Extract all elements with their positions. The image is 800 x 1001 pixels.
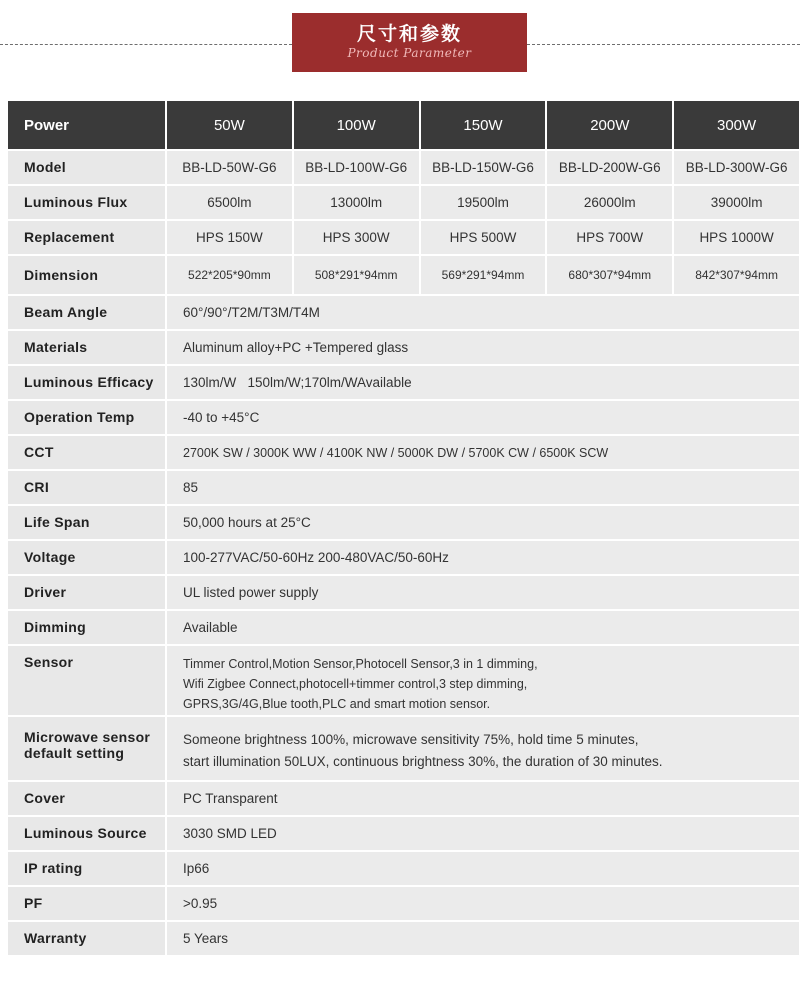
table-cell: Available bbox=[167, 611, 799, 644]
table-cell: Ip66 bbox=[167, 852, 799, 885]
row-label: Cover bbox=[8, 782, 165, 815]
table-row-cct bbox=[8, 436, 799, 469]
table-cell: 508*291*94mm bbox=[294, 256, 419, 294]
row-label: Dimension bbox=[8, 256, 165, 294]
table-cell: 842*307*94mm bbox=[674, 256, 799, 294]
table-cell: HPS 300W bbox=[294, 221, 419, 254]
table-cell: 60°/90°/T2M/T3M/T4M bbox=[167, 296, 799, 329]
table-cell bbox=[167, 646, 799, 715]
row-label: Materials bbox=[8, 331, 165, 364]
row-label: Life Span bbox=[8, 506, 165, 539]
table-cell: 6500lm bbox=[167, 186, 292, 219]
section-subtitle: Product Parameter bbox=[347, 46, 472, 60]
row-label: Sensor bbox=[8, 646, 165, 715]
table-cell: 13000lm bbox=[294, 186, 419, 219]
section-title: 尺寸和参数 bbox=[356, 23, 462, 45]
row-label: Dimming bbox=[8, 611, 165, 644]
table-cell: 522*205*90mm bbox=[167, 256, 292, 294]
table-row-replacement bbox=[8, 221, 799, 254]
table-row-luminous-flux bbox=[8, 186, 799, 219]
table-cell: BB-LD-50W-G6 bbox=[167, 151, 292, 184]
header-50w: 50W bbox=[167, 101, 292, 149]
table-cell: 5 Years bbox=[167, 922, 799, 955]
table-cell: 100-277VAC/50-60Hz 200-480VAC/50-60Hz bbox=[167, 541, 799, 574]
row-label: Model bbox=[8, 151, 165, 184]
table-cell: 85 bbox=[167, 471, 799, 504]
table-cell: BB-LD-150W-G6 bbox=[421, 151, 546, 184]
table-cell: HPS 150W bbox=[167, 221, 292, 254]
table-cell: 39000lm bbox=[674, 186, 799, 219]
table-row-luminous-source bbox=[8, 817, 799, 850]
microwave-line: start illumination 50LUX, continuous brightness 30%, the duration of 30 minutes. bbox=[183, 754, 663, 769]
row-label: CCT bbox=[8, 436, 165, 469]
table-cell: UL listed power supply bbox=[167, 576, 799, 609]
table-row-dimming bbox=[8, 611, 799, 644]
table-row-warranty bbox=[8, 922, 799, 955]
row-label: Replacement bbox=[8, 221, 165, 254]
row-label: IP rating bbox=[8, 852, 165, 885]
table-row-model bbox=[8, 151, 799, 184]
table-cell: PC Transparent bbox=[167, 782, 799, 815]
row-label: CRI bbox=[8, 471, 165, 504]
row-label: Voltage bbox=[8, 541, 165, 574]
spec-table bbox=[8, 101, 799, 955]
row-label: Warranty bbox=[8, 922, 165, 955]
table-cell: -40 to +45°C bbox=[167, 401, 799, 434]
row-label: Beam Angle bbox=[8, 296, 165, 329]
table-row-driver bbox=[8, 576, 799, 609]
table-cell: BB-LD-100W-G6 bbox=[294, 151, 419, 184]
header-power-label: Power bbox=[8, 101, 165, 149]
table-cell: HPS 500W bbox=[421, 221, 546, 254]
table-cell: 130lm/W 150lm/W;170lm/WAvailable bbox=[167, 366, 799, 399]
row-label-line: default setting bbox=[24, 745, 125, 761]
sensor-line: GPRS,3G/4G,Blue tooth,PLC and smart motion sensor. bbox=[183, 697, 491, 711]
sensor-line: Wifi Zigbee Connect,photocell+timmer control,3 step dimming, bbox=[183, 677, 528, 691]
header-100w: 100W bbox=[294, 101, 419, 149]
header-200w: 200W bbox=[547, 101, 672, 149]
table-row-microwave-sensor bbox=[8, 717, 799, 780]
table-cell: HPS 700W bbox=[547, 221, 672, 254]
table-row-luminous-efficacy bbox=[8, 366, 799, 399]
row-label: PF bbox=[8, 887, 165, 920]
row-label-line: Microwave sensor bbox=[24, 729, 151, 745]
row-label: Operation Temp bbox=[8, 401, 165, 434]
row-label: Luminous Efficacy bbox=[8, 366, 165, 399]
table-cell: 50,000 hours at 25°C bbox=[167, 506, 799, 539]
table-cell: >0.95 bbox=[167, 887, 799, 920]
table-cell bbox=[167, 717, 799, 780]
header-300w: 300W bbox=[674, 101, 799, 149]
table-row-ip-rating bbox=[8, 852, 799, 885]
table-cell: BB-LD-200W-G6 bbox=[547, 151, 672, 184]
table-row-sensor bbox=[8, 646, 799, 715]
divider-right bbox=[527, 44, 800, 45]
table-row-beam-angle bbox=[8, 296, 799, 329]
microwave-line: Someone brightness 100%, microwave sensitivity 75%, hold time 5 minutes, bbox=[183, 732, 639, 747]
table-header-row bbox=[8, 101, 799, 149]
table-cell: BB-LD-300W-G6 bbox=[674, 151, 799, 184]
table-row-operation-temp bbox=[8, 401, 799, 434]
table-row-cover bbox=[8, 782, 799, 815]
table-row-pf bbox=[8, 887, 799, 920]
sensor-line: Timmer Control,Motion Sensor,Photocell Sensor,3 in 1 dimming, bbox=[183, 657, 538, 671]
table-cell: 680*307*94mm bbox=[547, 256, 672, 294]
divider-left bbox=[0, 44, 292, 45]
table-row-materials bbox=[8, 331, 799, 364]
table-cell: 19500lm bbox=[421, 186, 546, 219]
row-label: Driver bbox=[8, 576, 165, 609]
table-row-life-span bbox=[8, 506, 799, 539]
section-title-banner bbox=[292, 13, 527, 72]
table-row-cri bbox=[8, 471, 799, 504]
header-150w: 150W bbox=[421, 101, 546, 149]
row-label bbox=[8, 717, 165, 780]
table-row-dimension bbox=[8, 256, 799, 294]
row-label: Luminous Source bbox=[8, 817, 165, 850]
table-cell: 569*291*94mm bbox=[421, 256, 546, 294]
table-cell: 2700K SW / 3000K WW / 4100K NW / 5000K DW / 5700K CW / 6500K SCW bbox=[167, 436, 799, 469]
table-cell: 3030 SMD LED bbox=[167, 817, 799, 850]
table-cell: 26000lm bbox=[547, 186, 672, 219]
table-row-voltage bbox=[8, 541, 799, 574]
row-label: Luminous Flux bbox=[8, 186, 165, 219]
table-cell: Aluminum alloy+PC +Tempered glass bbox=[167, 331, 799, 364]
table-cell: HPS 1000W bbox=[674, 221, 799, 254]
